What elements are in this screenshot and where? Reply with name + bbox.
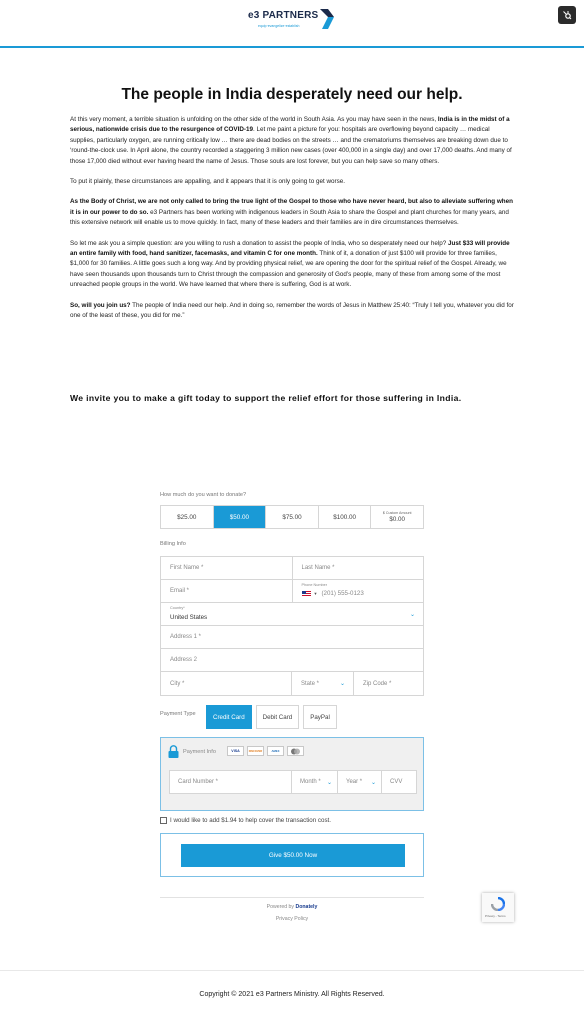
logo-text: e3 PARTNERS	[248, 10, 319, 21]
text: Think of it, a donation of just $100 will provide for three families, $1,000 for 30 families. A little goes such a long way. And by providing physical relief, we are opening the door for the spiritual relief of the Gospel. Already, we have seen thousands upon thousands turn to Christ through the compassion and generosity of God’s people, many of these from among some of the most unreached people groups in the world. We have learned that where there is suffering, God is at work.	[70, 250, 507, 289]
phone-label: Phone Number	[301, 583, 328, 587]
first-name-field[interactable]: First Name *	[161, 557, 293, 579]
cvv-field[interactable]: CVV	[390, 779, 403, 785]
amount-selector	[160, 505, 424, 529]
cover-fee-checkbox[interactable]	[160, 817, 167, 824]
card-number-field[interactable]: Card Number *	[170, 771, 292, 793]
give-now-button[interactable]: Give $50.00 Now	[181, 844, 405, 867]
text: At this very moment, a terrible situation is unfolding on the other side of the world in South Asia. As you may have seen in the news,	[70, 116, 438, 123]
mastercard-icon	[287, 746, 304, 756]
mastercard-circles-icon	[290, 748, 301, 755]
appeal-letter	[70, 115, 516, 332]
amount-100-button[interactable]: $100.00	[319, 506, 372, 528]
card-brands	[227, 746, 304, 756]
cover-fee-option[interactable]	[160, 817, 331, 824]
chevron-down-icon: ⌄	[409, 612, 415, 618]
footer-divider	[0, 970, 584, 971]
paragraph	[70, 197, 516, 228]
email-field[interactable]: Email *	[161, 580, 293, 602]
custom-amount-value: $0.00	[389, 516, 405, 523]
country-select[interactable]	[161, 603, 423, 625]
privacy-policy-link[interactable]: Privacy Policy	[275, 916, 309, 922]
amount-25-button[interactable]: $25.00	[161, 506, 214, 528]
paragraph	[70, 239, 516, 291]
visa-icon: VISA	[227, 746, 244, 756]
paragraph	[70, 115, 516, 167]
recaptcha-icon	[491, 897, 505, 911]
city-row	[161, 672, 423, 695]
paypal-button[interactable]: PayPal	[303, 705, 337, 729]
donately-link[interactable]: Donately	[295, 904, 318, 910]
country-row	[161, 603, 423, 626]
custom-amount-label: $ Custom Amount	[382, 511, 412, 515]
phone-value	[302, 590, 364, 597]
chevron-down-icon: ⌄	[339, 681, 345, 687]
amount-50-button[interactable]: $50.00	[214, 506, 267, 528]
text: e3 Partners has been working with indigenous leaders in South Asia to share the Gospel and plant churches for many years, and this extensive network will enable us to move quickly. In fact, many of these leaders and their families are in dire circumstances themselves.	[70, 208, 509, 227]
state-select[interactable]	[292, 672, 354, 695]
amount-75-button[interactable]: $75.00	[266, 506, 319, 528]
powered-by-label: Powered by	[266, 904, 295, 910]
caret-down-icon: ▼	[313, 591, 318, 596]
phone-placeholder: (201) 555-0123	[321, 590, 364, 597]
hubspot-icon[interactable]	[558, 6, 576, 24]
zip-field[interactable]: Zip Code *	[363, 680, 392, 687]
month-label: Month *	[300, 779, 321, 785]
text: . Let me paint a picture for you: hospitals are overflowing beyond capacity … medical supplies, particularly oxygen, are running critically low … there are dead bodies on the streets … and the crematoriums themselves are breaking down due to ‘round-the-clock use. In April alone, the country recorded a staggering 3 million new cases (over 400,000 in a single day) and over 17,000 deaths. And many of those 17,000 died without ever having heard the name of Jesus. Those souls are lost forever, but you can help save so many others.	[70, 126, 512, 165]
last-name-field[interactable]: Last Name *	[301, 565, 335, 571]
text: So let me ask you a simple question: are you willing to rush a donation to assist the people of India, who so desperately need our help?	[70, 239, 449, 247]
page-headline: The people in India desperately need our help.	[121, 86, 463, 103]
payment-type-label: Payment Type	[160, 711, 196, 717]
payment-type-selector	[206, 705, 337, 729]
recaptcha-badge[interactable]	[482, 893, 514, 922]
recaptcha-links[interactable]: Privacy - Terms	[485, 914, 506, 918]
payment-info-label: Payment Info	[183, 749, 216, 755]
credit-card-button[interactable]: Credit Card	[206, 705, 252, 729]
cover-fee-label: I would like to add $1.94 to help cover the transaction cost.	[170, 817, 331, 824]
month-select[interactable]	[292, 771, 338, 793]
amount-question: How much do you want to donate?	[160, 492, 247, 498]
address2-row	[161, 649, 423, 672]
card-fields	[169, 770, 417, 794]
discover-icon: DISCOVER	[247, 746, 264, 756]
powered-by	[160, 904, 424, 910]
divider	[160, 897, 424, 898]
bold-text: So, will you join us?	[70, 301, 131, 309]
sprocket-icon	[562, 10, 572, 20]
chevron-down-icon: ⌄	[326, 780, 332, 786]
contact-row	[161, 580, 423, 603]
site-header	[0, 0, 584, 48]
country-value: United States	[170, 614, 208, 621]
city-field[interactable]: City *	[161, 672, 292, 695]
year-label: Year *	[346, 779, 363, 785]
logo-arrow-icon	[320, 9, 334, 29]
custom-amount-input[interactable]	[371, 506, 423, 528]
bold-text: India is in the midst of a serious, nationwide crisis due to the resurgence of COVID-19	[70, 116, 510, 134]
paragraph: To put it plainly, these circumstances are appalling, and it appears that it is only going to get worse.	[70, 178, 345, 186]
logo-tagline: equip·evangelize·establish	[258, 24, 300, 28]
address1-row	[161, 626, 423, 649]
billing-info-label: Billing Info	[160, 541, 186, 547]
name-row	[161, 557, 423, 580]
text: The people of India need our help. And in doing so, remember the words of Jesus in Matthew 25:40: “Truly I tell you, whatever you did for one of the least of these, you did for me.”	[70, 301, 514, 320]
paragraph	[70, 301, 516, 322]
payment-info-box	[160, 737, 424, 811]
country-label: Country*	[170, 606, 185, 610]
give-box	[160, 833, 424, 877]
footer-copyright: Copyright © 2021 e3 Partners Ministry. All Rights Reserved.	[199, 991, 385, 998]
amex-icon: AMEX	[267, 746, 284, 756]
donation-form	[160, 492, 424, 922]
year-select[interactable]	[338, 771, 382, 793]
us-flag-icon[interactable]	[302, 591, 311, 597]
billing-fields	[160, 556, 424, 696]
bold-text: As the Body of Christ, we are not only called to bring the true light of the Gospel to those who have never heard, but also to alleviate suffering when it is in our power to do so.	[70, 198, 513, 216]
chevron-down-icon: ⌄	[370, 780, 376, 786]
lock-icon	[168, 745, 179, 758]
call-to-action: We invite you to make a gift today to support the relief effort for those suffering in India.	[70, 393, 462, 403]
debit-card-button[interactable]: Debit Card	[256, 705, 300, 729]
phone-field[interactable]	[293, 580, 424, 602]
bold-text: Just $33 will provide an entire family with food, hand sanitizer, facemasks, and vitamin C for one month.	[70, 239, 510, 258]
address1-field[interactable]: Address 1 *	[170, 634, 202, 640]
e3-partners-logo[interactable]	[248, 10, 334, 36]
state-label: State *	[301, 680, 320, 687]
address2-field[interactable]: Address 2	[170, 657, 198, 663]
